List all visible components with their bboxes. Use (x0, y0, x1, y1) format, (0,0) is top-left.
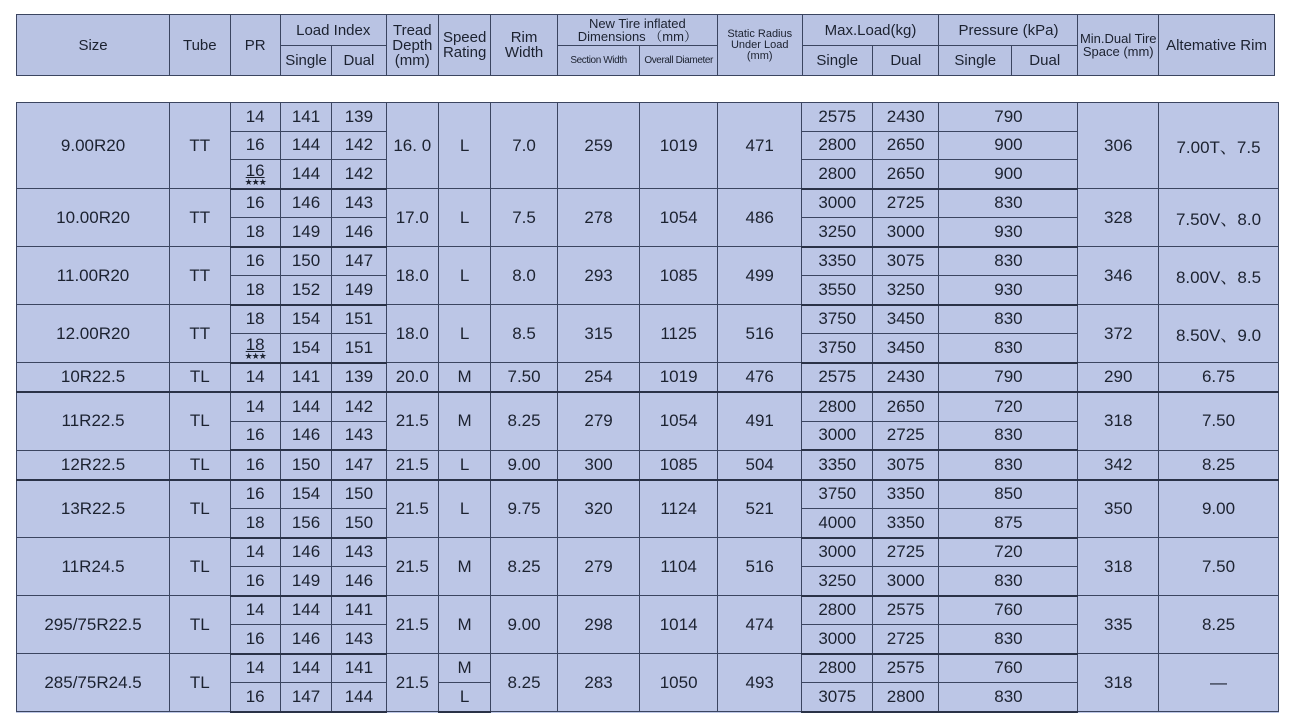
pr-cell: 18 (230, 305, 280, 334)
pr-cell: 16 (230, 247, 280, 276)
max-load-single: 3750 (802, 480, 873, 509)
speed-rating-cell: L (438, 480, 490, 538)
pressure-cell: 720 (939, 392, 1078, 421)
max-load-dual: 3075 (872, 450, 938, 480)
tube-cell: TT (170, 247, 230, 305)
pr-value: 18 (245, 334, 265, 354)
size-cell: 12.00R20 (17, 305, 170, 363)
load-index-single: 144 (280, 131, 331, 160)
tube-cell: TL (170, 392, 230, 450)
max-load-dual: 3250 (872, 276, 938, 305)
load-index-dual: 141 (332, 596, 386, 625)
max-load-dual: 2430 (872, 103, 938, 132)
pressure-cell: 850 (939, 480, 1078, 509)
max-load-dual: 3075 (872, 247, 938, 276)
rim-width-cell: 8.25 (491, 654, 557, 712)
col-rim-width: Rim Width (491, 15, 557, 76)
speed-rating-cell: M (438, 654, 490, 683)
pressure-cell: 830 (939, 567, 1078, 596)
max-load-dual: 2650 (872, 160, 938, 189)
tread-depth-cell: 21.5 (386, 654, 438, 712)
size-cell: 11.00R20 (17, 247, 170, 305)
pr-cell: 14 (230, 596, 280, 625)
pr-cell: 16 (230, 131, 280, 160)
static-radius-cell: 493 (717, 654, 802, 712)
speed-rating-cell: L (438, 247, 490, 305)
section-width-cell: 283 (557, 654, 640, 712)
alt-rim-cell: — (1159, 654, 1279, 712)
table-row (17, 103, 1279, 132)
pr-cell: 14 (230, 392, 280, 421)
col-load-single: Single (280, 46, 331, 76)
size-cell: 12R22.5 (17, 450, 170, 480)
overall-diameter-cell: 1124 (640, 480, 718, 538)
speed-rating-cell: M (438, 363, 490, 393)
max-load-single: 3750 (802, 334, 873, 363)
table-row (17, 480, 1279, 509)
load-index-dual: 139 (332, 363, 386, 393)
pr-cell: 16 (230, 189, 280, 218)
load-index-dual: 143 (332, 189, 386, 218)
max-load-dual: 2725 (872, 421, 938, 450)
section-width-cell: 279 (557, 538, 640, 596)
load-index-single: 156 (280, 509, 331, 538)
max-load-single: 3000 (802, 538, 873, 567)
load-index-single: 149 (280, 567, 331, 596)
size-cell: 13R22.5 (17, 480, 170, 538)
col-pr: PR (230, 15, 280, 76)
pr-cell: 16 (230, 683, 280, 712)
min-dual-cell: 350 (1078, 480, 1159, 538)
overall-diameter-cell: 1054 (640, 392, 718, 450)
rim-width-cell: 9.75 (491, 480, 557, 538)
pressure-cell: 790 (939, 103, 1078, 132)
rim-width-cell: 8.0 (491, 247, 557, 305)
section-width-cell: 279 (557, 392, 640, 450)
max-load-single: 3075 (802, 683, 873, 712)
max-load-single: 3000 (802, 625, 873, 654)
pressure-cell: 830 (939, 189, 1078, 218)
max-load-single: 2575 (802, 363, 873, 393)
rim-width-cell: 7.5 (491, 189, 557, 247)
max-load-dual: 2725 (872, 538, 938, 567)
max-load-single: 2800 (802, 131, 873, 160)
pr-cell: 18 (230, 218, 280, 247)
alt-rim-cell: 7.50 (1159, 392, 1279, 450)
col-overall-diameter: Overall Diameter (640, 46, 718, 76)
overall-diameter-cell: 1125 (640, 305, 718, 363)
size-cell: 295/75R22.5 (17, 596, 170, 654)
speed-rating-cell: M (438, 596, 490, 654)
min-dual-cell: 318 (1078, 538, 1159, 596)
overall-diameter-cell: 1019 (640, 103, 718, 189)
size-cell: 10.00R20 (17, 189, 170, 247)
star-rating-icon: ★★★ (244, 176, 266, 187)
tube-cell: TT (170, 103, 230, 189)
rim-width-cell: 9.00 (491, 596, 557, 654)
max-load-dual: 3450 (872, 305, 938, 334)
table-row (17, 654, 1279, 683)
static-radius-cell: 474 (717, 596, 802, 654)
overall-diameter-cell: 1050 (640, 654, 718, 712)
pressure-cell: 830 (939, 305, 1078, 334)
rim-width-cell: 9.00 (491, 450, 557, 480)
max-load-dual: 3000 (872, 218, 938, 247)
max-load-single: 2800 (802, 654, 873, 683)
pr-cell: 18 (230, 509, 280, 538)
load-index-single: 149 (280, 218, 331, 247)
max-load-single: 3250 (802, 218, 873, 247)
tread-depth-cell: 20.0 (386, 363, 438, 393)
col-new-tire-dims: New Tire inflated Dimensions （mm） (557, 15, 717, 46)
alt-rim-cell: 7.00T、7.5 (1159, 103, 1279, 189)
size-cell: 11R24.5 (17, 538, 170, 596)
section-width-cell: 278 (557, 189, 640, 247)
speed-rating-cell: M (438, 538, 490, 596)
pr-cell (230, 334, 280, 363)
tire-spec-table (16, 102, 1279, 713)
load-index-dual: 151 (332, 305, 386, 334)
load-index-dual: 142 (332, 131, 386, 160)
pressure-cell: 900 (939, 160, 1078, 189)
rim-width-cell: 7.0 (491, 103, 557, 189)
table-row (17, 450, 1279, 480)
max-load-single: 3350 (802, 450, 873, 480)
speed-rating-cell: L (438, 103, 490, 189)
load-index-dual: 139 (332, 103, 386, 132)
pressure-cell: 930 (939, 218, 1078, 247)
min-dual-cell: 318 (1078, 392, 1159, 450)
table-row (17, 247, 1279, 276)
pr-cell: 16 (230, 567, 280, 596)
tube-cell: TL (170, 654, 230, 712)
tread-depth-cell: 18.0 (386, 305, 438, 363)
min-dual-cell: 306 (1078, 103, 1159, 189)
overall-diameter-cell: 1085 (640, 247, 718, 305)
load-index-dual: 150 (332, 509, 386, 538)
table-row (17, 596, 1279, 625)
speed-rating-cell: M (438, 392, 490, 450)
size-cell: 9.00R20 (17, 103, 170, 189)
alt-rim-cell: 7.50V、8.0 (1159, 189, 1279, 247)
load-index-dual: 144 (332, 683, 386, 712)
alt-rim-cell: 7.50 (1159, 538, 1279, 596)
col-load-dual: Dual (332, 46, 386, 76)
load-index-dual: 146 (332, 567, 386, 596)
speed-rating-cell: L (438, 189, 490, 247)
rim-width-cell: 8.5 (491, 305, 557, 363)
speed-rating-cell: L (438, 305, 490, 363)
size-cell: 10R22.5 (17, 363, 170, 393)
max-load-dual: 2650 (872, 131, 938, 160)
max-load-single: 3250 (802, 567, 873, 596)
load-index-single: 146 (280, 625, 331, 654)
col-load-index: Load Index (280, 15, 386, 46)
min-dual-cell: 372 (1078, 305, 1159, 363)
header-table (16, 14, 1275, 76)
max-load-single: 2800 (802, 596, 873, 625)
overall-diameter-cell: 1054 (640, 189, 718, 247)
tube-cell: TL (170, 538, 230, 596)
col-max-dual: Dual (873, 46, 939, 76)
min-dual-cell: 328 (1078, 189, 1159, 247)
pressure-cell: 875 (939, 509, 1078, 538)
pressure-cell: 930 (939, 276, 1078, 305)
load-index-single: 144 (280, 596, 331, 625)
section-width-cell: 315 (557, 305, 640, 363)
max-load-dual: 2725 (872, 625, 938, 654)
col-tread-depth: Tread Depth (mm) (386, 15, 438, 76)
pressure-cell: 830 (939, 421, 1078, 450)
load-index-single: 144 (280, 654, 331, 683)
load-index-dual: 147 (332, 247, 386, 276)
load-index-dual: 141 (332, 654, 386, 683)
load-index-dual: 143 (332, 421, 386, 450)
pr-cell: 16 (230, 450, 280, 480)
alt-rim-cell: 8.00V、8.5 (1159, 247, 1279, 305)
min-dual-cell: 342 (1078, 450, 1159, 480)
size-cell: 11R22.5 (17, 392, 170, 450)
load-index-single: 146 (280, 189, 331, 218)
tread-depth-cell: 21.5 (386, 450, 438, 480)
pressure-cell: 790 (939, 363, 1078, 393)
max-load-dual: 3450 (872, 334, 938, 363)
tube-cell: TL (170, 363, 230, 393)
col-max-single: Single (802, 46, 873, 76)
pressure-cell: 900 (939, 131, 1078, 160)
pressure-cell: 760 (939, 654, 1078, 683)
pressure-cell: 830 (939, 247, 1078, 276)
col-speed-rating: Speed Rating (438, 15, 490, 76)
static-radius-cell: 504 (717, 450, 802, 480)
table-row (17, 363, 1279, 393)
load-index-single: 141 (280, 363, 331, 393)
col-section-width: Section Width (557, 46, 640, 76)
max-load-single: 2575 (802, 103, 873, 132)
tread-depth-cell: 21.5 (386, 596, 438, 654)
load-index-dual: 142 (332, 160, 386, 189)
pr-cell (230, 160, 280, 189)
static-radius-cell: 486 (717, 189, 802, 247)
pr-cell: 16 (230, 625, 280, 654)
load-index-single: 147 (280, 683, 331, 712)
load-index-dual: 143 (332, 625, 386, 654)
static-radius-cell: 471 (717, 103, 802, 189)
static-radius-cell: 516 (717, 305, 802, 363)
tread-depth-cell: 17.0 (386, 189, 438, 247)
star-rating-icon: ★★★ (244, 350, 266, 361)
max-load-single: 3350 (802, 247, 873, 276)
static-radius-cell: 521 (717, 480, 802, 538)
col-pressure-dual: Dual (1012, 46, 1078, 76)
max-load-dual: 3350 (872, 480, 938, 509)
pr-value: 16 (245, 160, 265, 180)
pressure-cell: 830 (939, 334, 1078, 363)
max-load-dual: 2430 (872, 363, 938, 393)
section-width-cell: 259 (557, 103, 640, 189)
pr-cell: 14 (230, 538, 280, 567)
max-load-single: 3000 (802, 421, 873, 450)
tread-depth-cell: 21.5 (386, 480, 438, 538)
table-row (17, 189, 1279, 218)
section-width-cell: 300 (557, 450, 640, 480)
max-load-dual: 3000 (872, 567, 938, 596)
tube-cell: TL (170, 450, 230, 480)
static-radius-cell: 516 (717, 538, 802, 596)
max-load-dual: 2575 (872, 654, 938, 683)
overall-diameter-cell: 1085 (640, 450, 718, 480)
table-row (17, 392, 1279, 421)
load-index-single: 150 (280, 247, 331, 276)
col-static-radius: Static Radius Under Load (mm) (717, 15, 802, 76)
rim-width-cell: 7.50 (491, 363, 557, 393)
load-index-single: 141 (280, 103, 331, 132)
load-index-dual: 146 (332, 218, 386, 247)
load-index-dual: 143 (332, 538, 386, 567)
table-row (17, 538, 1279, 567)
load-index-single: 152 (280, 276, 331, 305)
load-index-single: 154 (280, 480, 331, 509)
max-load-dual: 2650 (872, 392, 938, 421)
overall-diameter-cell: 1014 (640, 596, 718, 654)
max-load-single: 4000 (802, 509, 873, 538)
min-dual-cell: 346 (1078, 247, 1159, 305)
section-width-cell: 293 (557, 247, 640, 305)
load-index-dual: 150 (332, 480, 386, 509)
rim-width-cell: 8.25 (491, 538, 557, 596)
col-min-dual: Min.Dual Tire Space (mm) (1078, 15, 1159, 76)
load-index-single: 144 (280, 392, 331, 421)
pr-cell: 14 (230, 363, 280, 393)
tube-cell: TL (170, 480, 230, 538)
alt-rim-cell: 8.50V、9.0 (1159, 305, 1279, 363)
col-max-load: Max.Load(kg) (802, 15, 939, 46)
overall-diameter-cell: 1019 (640, 363, 718, 393)
section-width-cell: 254 (557, 363, 640, 393)
static-radius-cell: 491 (717, 392, 802, 450)
size-cell: 285/75R24.5 (17, 654, 170, 712)
tread-depth-cell: 21.5 (386, 392, 438, 450)
max-load-single: 3750 (802, 305, 873, 334)
rim-width-cell: 8.25 (491, 392, 557, 450)
speed-rating-cell: L (438, 683, 490, 712)
load-index-dual: 149 (332, 276, 386, 305)
alt-rim-cell: 9.00 (1159, 480, 1279, 538)
overall-diameter-cell: 1104 (640, 538, 718, 596)
col-pressure-single: Single (939, 46, 1012, 76)
alt-rim-cell: 8.25 (1159, 450, 1279, 480)
pr-cell: 14 (230, 654, 280, 683)
col-alt-rim: Altemative Rim (1159, 15, 1275, 76)
min-dual-cell: 290 (1078, 363, 1159, 393)
min-dual-cell: 318 (1078, 654, 1159, 712)
load-index-dual: 151 (332, 334, 386, 363)
load-index-single: 144 (280, 160, 331, 189)
col-tube: Tube (170, 15, 230, 76)
alt-rim-cell: 8.25 (1159, 596, 1279, 654)
section-width-cell: 320 (557, 480, 640, 538)
section-width-cell: 298 (557, 596, 640, 654)
tread-depth-cell: 16. 0 (386, 103, 438, 189)
max-load-single: 2800 (802, 392, 873, 421)
max-load-dual: 2800 (872, 683, 938, 712)
load-index-single: 146 (280, 538, 331, 567)
max-load-single: 3550 (802, 276, 873, 305)
pr-cell: 16 (230, 421, 280, 450)
pressure-cell: 720 (939, 538, 1078, 567)
load-index-single: 150 (280, 450, 331, 480)
tread-depth-cell: 18.0 (386, 247, 438, 305)
table-row (17, 305, 1279, 334)
tube-cell: TT (170, 305, 230, 363)
load-index-single: 154 (280, 334, 331, 363)
max-load-dual: 2725 (872, 189, 938, 218)
pr-cell: 14 (230, 103, 280, 132)
pressure-cell: 830 (939, 683, 1078, 712)
speed-rating-cell: L (438, 450, 490, 480)
pr-cell: 18 (230, 276, 280, 305)
pressure-cell: 830 (939, 625, 1078, 654)
pr-cell: 16 (230, 480, 280, 509)
min-dual-cell: 335 (1078, 596, 1159, 654)
max-load-dual: 2575 (872, 596, 938, 625)
load-index-single: 154 (280, 305, 331, 334)
tube-cell: TL (170, 596, 230, 654)
pressure-cell: 830 (939, 450, 1078, 480)
max-load-single: 3000 (802, 189, 873, 218)
load-index-single: 146 (280, 421, 331, 450)
alt-rim-cell: 6.75 (1159, 363, 1279, 393)
col-pressure: Pressure (kPa) (939, 15, 1078, 46)
max-load-dual: 3350 (872, 509, 938, 538)
max-load-single: 2800 (802, 160, 873, 189)
load-index-dual: 142 (332, 392, 386, 421)
tread-depth-cell: 21.5 (386, 538, 438, 596)
load-index-dual: 147 (332, 450, 386, 480)
static-radius-cell: 476 (717, 363, 802, 393)
tube-cell: TT (170, 189, 230, 247)
static-radius-cell: 499 (717, 247, 802, 305)
col-size: Size (17, 15, 170, 76)
pressure-cell: 760 (939, 596, 1078, 625)
